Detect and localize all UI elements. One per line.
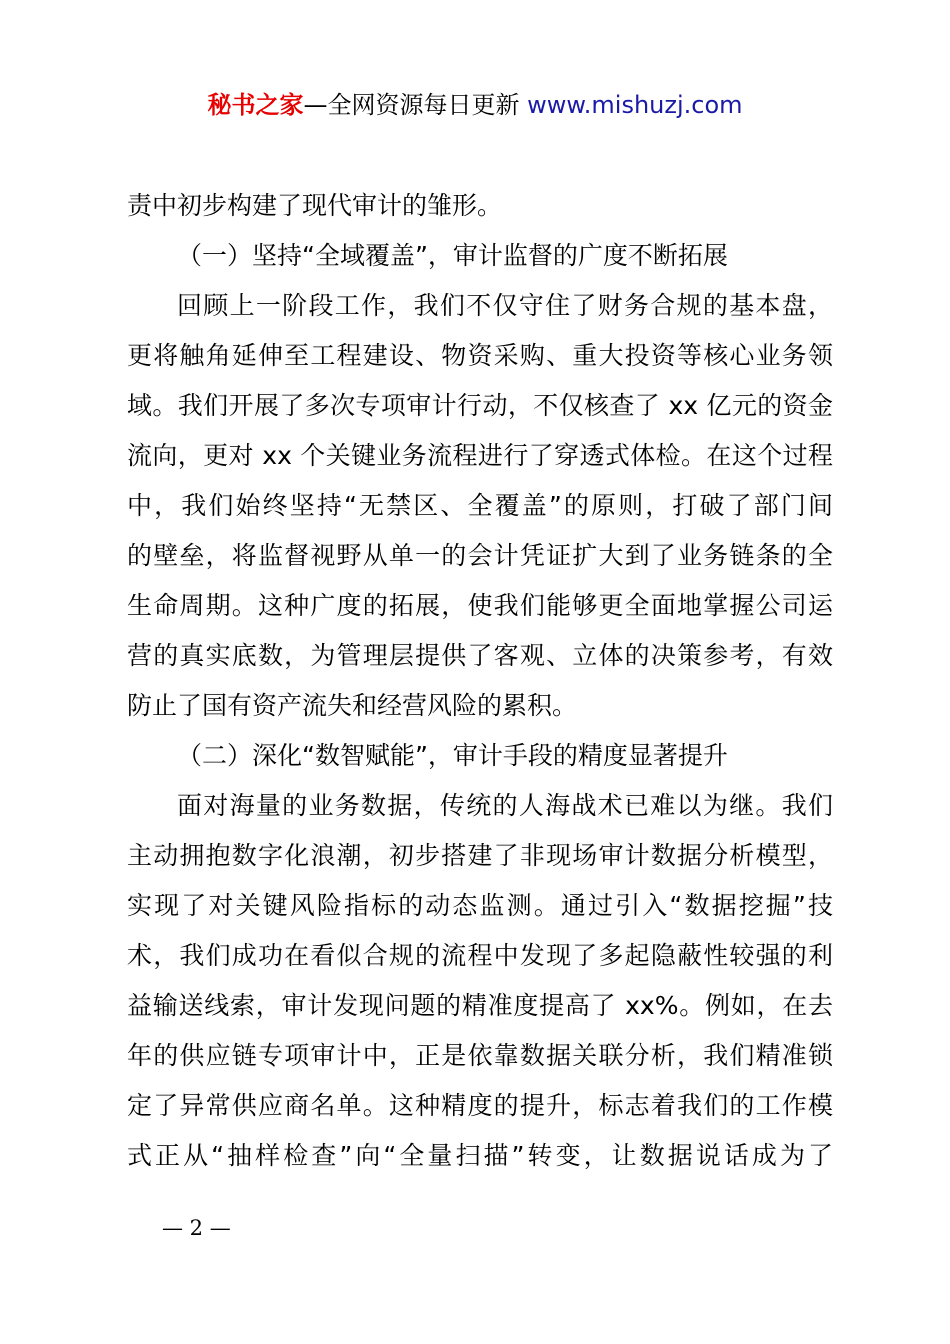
- paragraph-line: 实现了对关键风险指标的动态监测。通过引入“数据挖掘”技: [127, 891, 833, 920]
- paragraph-line: 定了异常供应商名单。这种精度的提升，标志着我们的工作模: [127, 1091, 833, 1120]
- paragraph-line: 益输送线索，审计发现问题的精准度提高了 xx%。例如，在去: [127, 991, 833, 1020]
- paragraph-line: 更将触角延伸至工程建设、物资采购、重大投资等核心业务领: [127, 341, 833, 370]
- paragraph-line: 域。我们开展了多次专项审计行动，不仅核查了 xx 亿元的资金: [127, 391, 833, 420]
- paragraph-line: 回顾上一阶段工作，我们不仅守住了财务合规的基本盘，: [177, 291, 833, 320]
- paragraph-line: 中，我们始终坚持“无禁区、全覆盖”的原则，打破了部门间: [127, 491, 833, 520]
- paragraph-line: 流向，更对 xx 个关键业务流程进行了穿透式体检。在这个过程: [127, 441, 833, 470]
- paragraph-line: 防止了国有资产流失和经营风险的累积。: [127, 691, 578, 720]
- paragraph-line: 生命周期。这种广度的拓展，使我们能够更全面地掌握公司运: [127, 591, 833, 620]
- section-heading-2: （二）深化“数智赋能”，审计手段的精度显著提升: [177, 741, 728, 770]
- paragraph-line: 主动拥抱数字化浪潮，初步搭建了非现场审计数据分析模型，: [127, 841, 833, 870]
- page-number: — 2 —: [162, 1216, 231, 1240]
- document-body: [127, 181, 833, 1181]
- paragraph-line: 式正从“抽样检查”向“全量扫描”转变，让数据说话成为了: [127, 1141, 833, 1170]
- brand-name: 秘书之家: [207, 91, 304, 119]
- site-url-link[interactable]: www.mishuzj.com: [527, 91, 743, 119]
- paragraph-line: 营的真实底数，为管理层提供了客观、立体的决策参考，有效: [127, 641, 833, 670]
- paragraph-line: 责中初步构建了现代审计的雏形。: [127, 191, 503, 220]
- paragraph-line: 年的供应链专项审计中，正是依靠数据关联分析，我们精准锁: [127, 1041, 833, 1070]
- section-heading-1: （一）坚持“全域覆盖”，审计监督的广度不断拓展: [177, 241, 728, 270]
- paragraph-line: 面对海量的业务数据，传统的人海战术已难以为继。我们: [177, 791, 833, 820]
- paragraph-line: 术，我们成功在看似合规的流程中发现了多起隐蔽性较强的利: [127, 941, 833, 970]
- paragraph-line: 的壁垒，将监督视野从单一的会计凭证扩大到了业务链条的全: [127, 541, 833, 570]
- header-tagline: —全网资源每日更新: [303, 91, 528, 119]
- site-header: [0, 88, 950, 122]
